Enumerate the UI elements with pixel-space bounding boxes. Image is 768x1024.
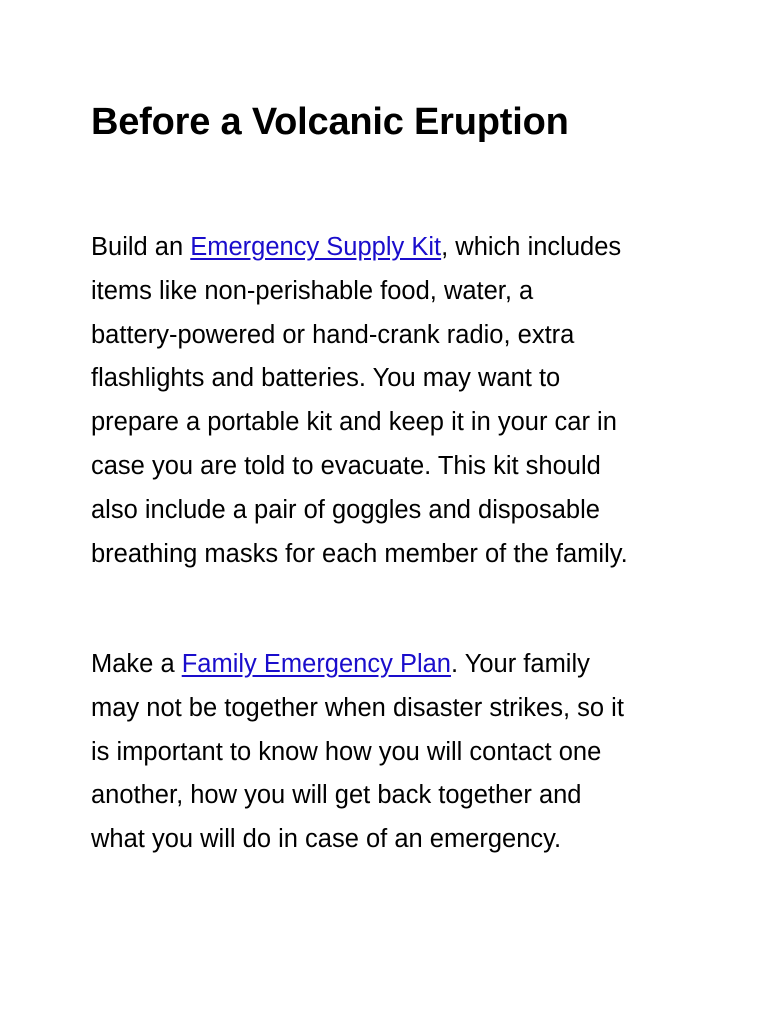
paragraph-line: flashlights and batteries. You may want to <box>91 364 561 393</box>
paragraph-family-emergency-plan <box>91 643 711 862</box>
paragraph-line: items like non-perishable food, water, a <box>91 276 534 305</box>
paragraph-line: breathing masks for each member of the family. <box>91 539 628 568</box>
paragraph-line: also include a pair of goggles and disposable <box>91 495 600 524</box>
family-emergency-plan-link[interactable]: Family Emergency Plan <box>181 650 451 678</box>
paragraph-text: Build an <box>91 233 191 261</box>
emergency-supply-kit-link[interactable]: Emergency Supply Kit <box>190 233 442 261</box>
paragraph-line: may not be together when disaster strikes, so it <box>91 693 624 722</box>
paragraph-line: is important to know how you will contact one <box>91 737 602 766</box>
paragraph-line: prepare a portable kit and keep it in your car in <box>91 408 617 437</box>
paragraph-text: . Your family <box>450 650 590 678</box>
paragraph-line: battery-powered or hand-crank radio, extra <box>91 320 575 349</box>
paragraph-text: , which includes <box>441 233 622 261</box>
paragraph-line <box>91 226 711 270</box>
page-title: Before a Volcanic Eruption <box>91 101 569 143</box>
paragraph-line: case you are told to evacuate. This kit should <box>91 451 601 480</box>
paragraph-emergency-supply-kit <box>91 226 711 576</box>
paragraph-line <box>91 643 711 687</box>
paragraph-line: another, how you will get back together and <box>91 781 582 810</box>
paragraph-text: Make a <box>91 650 182 678</box>
paragraph-line: what you will do in case of an emergency. <box>91 825 562 854</box>
